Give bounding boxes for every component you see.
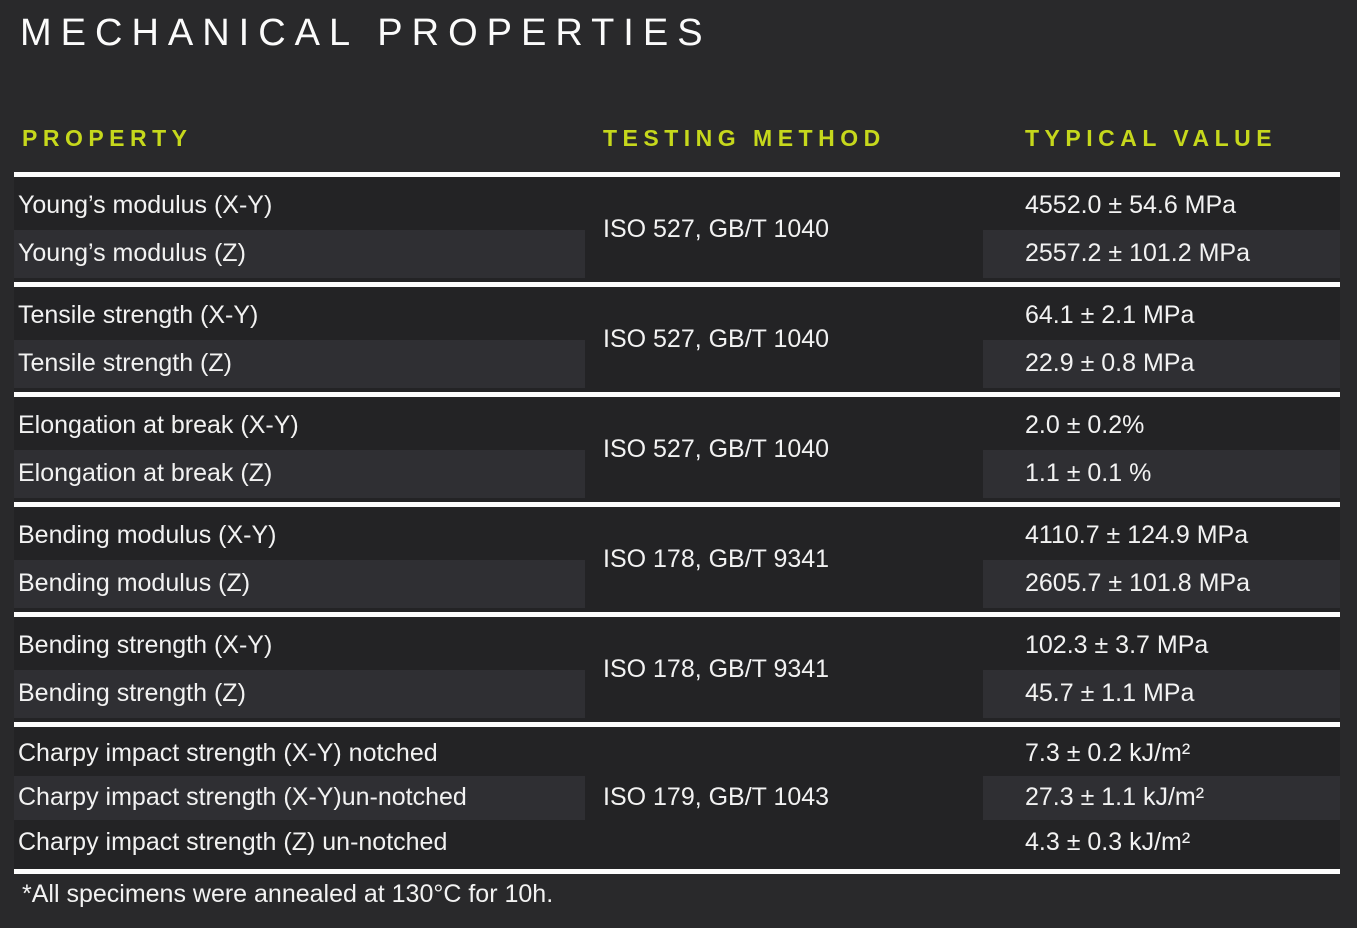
- value-cell: 4552.0 ± 54.6 MPa: [1025, 190, 1237, 219]
- property-cell: Charpy impact strength (X-Y)un-notched: [14, 776, 585, 821]
- row-group-charpy-impact: [14, 727, 1340, 874]
- property-cell: Bending modulus (X-Y): [18, 520, 277, 549]
- row-group-tensile-strength: [14, 287, 1340, 397]
- column-header-typical-value: TYPICAL VALUE: [1025, 125, 1278, 151]
- property-cell: Tensile strength (X-Y): [18, 300, 259, 329]
- page-title: MECHANICAL PROPERTIES: [20, 12, 712, 54]
- row-group-bending-modulus: [14, 507, 1340, 617]
- property-cell: Tensile strength (Z): [14, 340, 585, 389]
- property-cell: Young’s modulus (X-Y): [18, 190, 273, 219]
- testing-method-cell: ISO 527, GB/T 1040: [603, 215, 830, 243]
- value-cell: 2605.7 ± 101.8 MPa: [983, 560, 1340, 609]
- property-cell: Bending strength (X-Y): [18, 630, 273, 659]
- property-cell: Charpy impact strength (X-Y) notched: [18, 738, 438, 767]
- row-group-elongation: [14, 397, 1340, 507]
- property-cell: Elongation at break (X-Y): [18, 410, 299, 439]
- row-group-youngs-modulus: [14, 177, 1340, 287]
- testing-method-cell: ISO 178, GB/T 9341: [603, 545, 830, 573]
- property-cell: Charpy impact strength (Z) un-notched: [18, 827, 448, 856]
- property-cell: Young’s modulus (Z): [14, 230, 585, 279]
- property-cell: Elongation at break (Z): [14, 450, 585, 499]
- value-cell: 4110.7 ± 124.9 MPa: [1025, 520, 1249, 549]
- testing-method-cell: ISO 527, GB/T 1040: [603, 435, 830, 463]
- testing-method-cell: ISO 527, GB/T 1040: [603, 325, 830, 353]
- value-cell: 2557.2 ± 101.2 MPa: [983, 230, 1340, 279]
- value-cell: 1.1 ± 0.1 %: [983, 450, 1340, 499]
- column-header-testing-method: TESTING METHOD: [603, 125, 886, 151]
- value-cell: 4.3 ± 0.3 kJ/m²: [1025, 827, 1191, 856]
- value-cell: 7.3 ± 0.2 kJ/m²: [1025, 738, 1191, 767]
- testing-method-cell: ISO 178, GB/T 9341: [603, 655, 830, 683]
- property-cell: Bending modulus (Z): [14, 560, 585, 609]
- value-cell: 45.7 ± 1.1 MPa: [983, 670, 1340, 719]
- value-cell: 2.0 ± 0.2%: [1025, 410, 1145, 439]
- column-header-property: PROPERTY: [22, 125, 193, 151]
- value-cell: 64.1 ± 2.1 MPa: [1025, 300, 1195, 329]
- testing-method-cell: ISO 179, GB/T 1043: [603, 783, 830, 812]
- annealing-footnote: *All specimens were annealed at 130°C for 10h.: [22, 879, 554, 908]
- value-cell: 22.9 ± 0.8 MPa: [983, 340, 1340, 389]
- value-cell: 102.3 ± 3.7 MPa: [1025, 630, 1209, 659]
- properties-table: [14, 172, 1340, 874]
- table-header-row: [0, 125, 1357, 152]
- property-cell: Bending strength (Z): [14, 670, 585, 719]
- row-group-bending-strength: [14, 617, 1340, 727]
- value-cell: 27.3 ± 1.1 kJ/m²: [983, 776, 1340, 821]
